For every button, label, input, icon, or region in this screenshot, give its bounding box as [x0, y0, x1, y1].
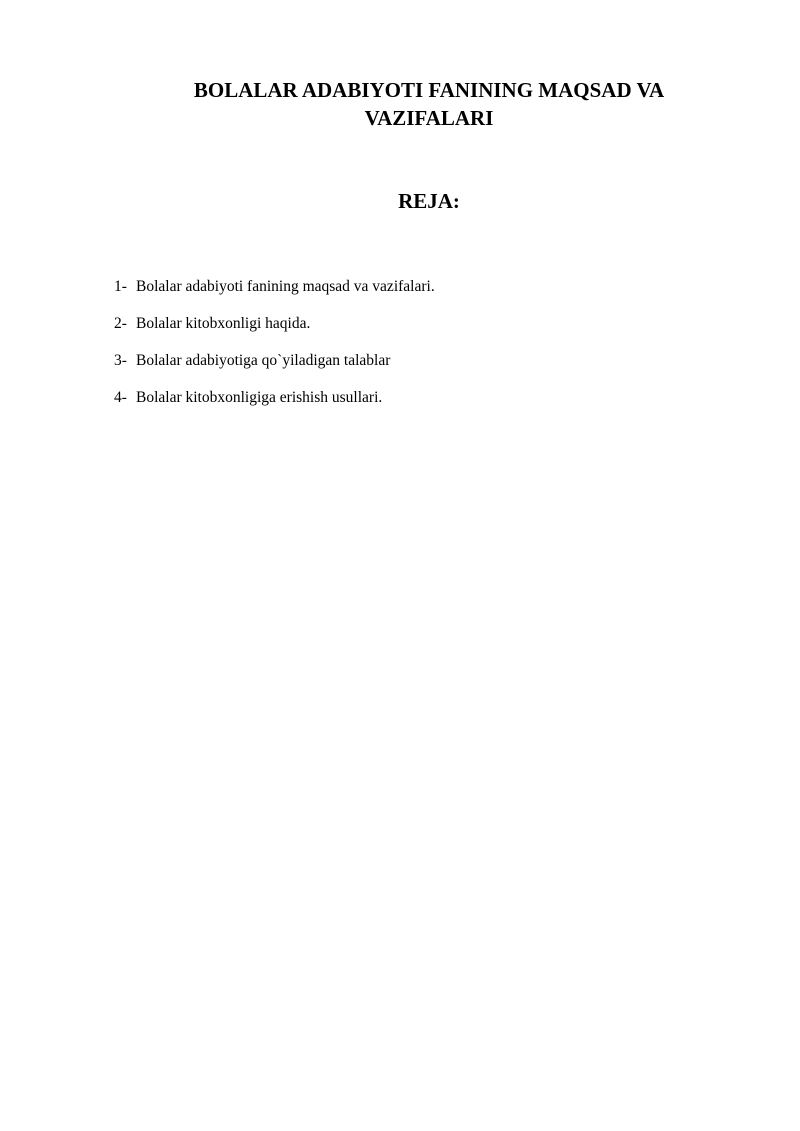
- plan-item-number: 1-: [114, 278, 127, 295]
- plan-item-number: 2-: [114, 315, 127, 332]
- plan-item-2: [114, 314, 435, 351]
- plan-item-number: 4-: [114, 389, 127, 406]
- plan-item-3: [114, 351, 435, 388]
- plan-list: [114, 277, 435, 425]
- plan-item-text: Bolalar adabiyotiga qo`yiladigan talablar: [136, 352, 391, 369]
- plan-item-text: Bolalar kitobxonligi haqida.: [136, 315, 311, 332]
- plan-item-4: [114, 388, 435, 425]
- document-title-line-2: VAZIFALARI: [364, 106, 494, 130]
- plan-item-number: 3-: [114, 352, 127, 369]
- plan-item-1: [114, 277, 435, 314]
- plan-item-text: Bolalar kitobxonligiga erishish usullari.: [136, 389, 383, 406]
- document-title-line-1: BOLALAR ADABIYOTI FANINING MAQSAD VA: [193, 78, 665, 102]
- plan-item-text: Bolalar adabiyoti fanining maqsad va vazifalari.: [136, 278, 435, 295]
- plan-heading: REJA:: [398, 189, 460, 213]
- document-title: [160, 76, 698, 132]
